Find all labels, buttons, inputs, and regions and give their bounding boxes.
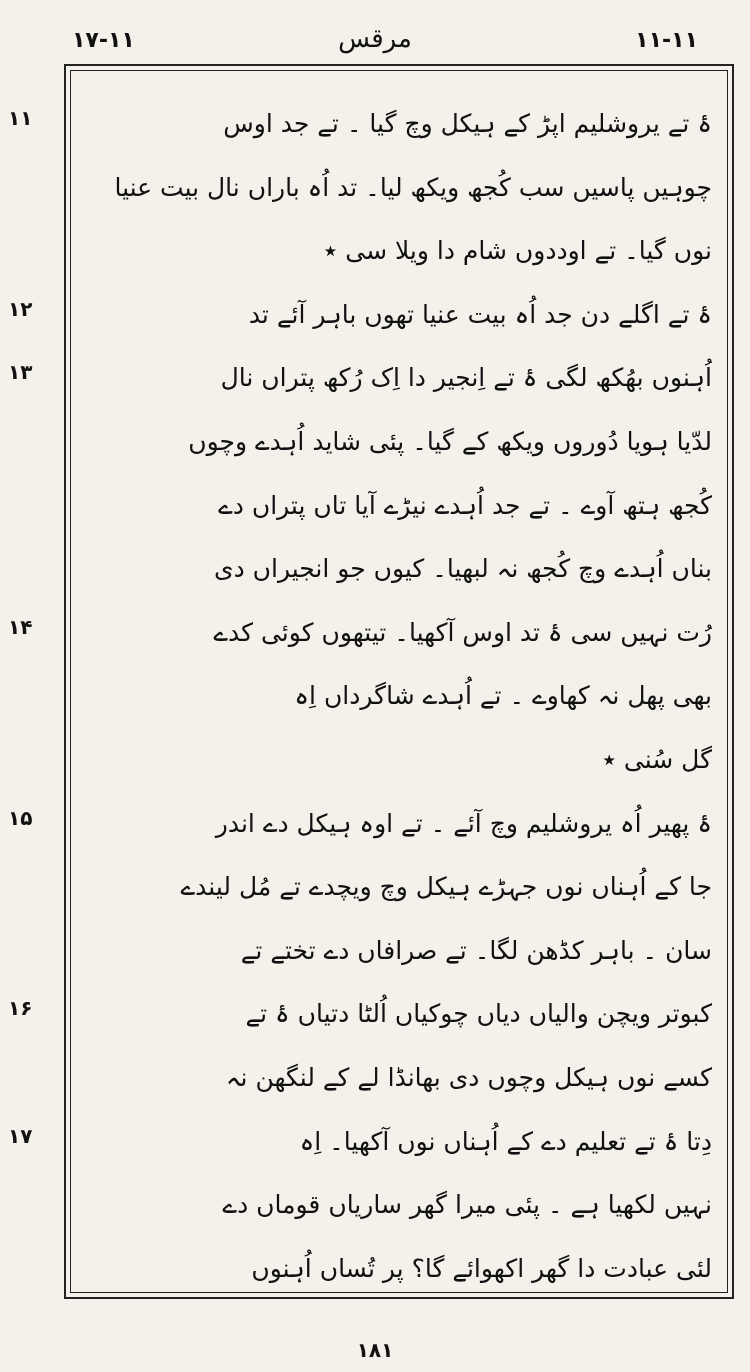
text-line: گل سُنی ٭ bbox=[602, 744, 712, 774]
text-line: ۂ پھیر اُہ یروشلیم وچ آئے ۔ تے اوہ ہیکل دے اندر bbox=[215, 808, 712, 838]
verse-number: ۱۷ bbox=[8, 1123, 33, 1148]
text-line: دِتا ۂ تے تعلیم دے کے اُہناں نوں آکھیا۔ اِہ bbox=[299, 1126, 712, 1156]
text-line: کسے نوں ہیکل وچوں دی بھانڈا لے کے لنگھن نہ bbox=[225, 1062, 712, 1092]
text-line: ۂ تے اگلے دن جد اُہ بیت عنیا تھوں باہر آئے تد bbox=[248, 299, 712, 329]
text-line: کبوتر ویچن والیاں دیاں چوکیاں اُلٹا دتیاں ۂ تے bbox=[245, 999, 712, 1029]
running-header bbox=[0, 22, 750, 62]
text-line: نوں گیا۔ تے اوددوں شام دا ویلا سی ٭ bbox=[323, 236, 712, 266]
page-number: ۱۸۱ bbox=[356, 1338, 394, 1362]
text-line: جا کے اُہناں نوں جہڑے ہیکل وچ ویچدے تے مُل لیندے bbox=[180, 872, 712, 902]
text-line: بناں اُہدے وچ کُجھ نہ لبھیا۔ کیوں جو انجیراں دی bbox=[214, 554, 712, 584]
text-line: لئی عبادت دا گھر اکھوائے گا؟ پر تُساں اُہنوں bbox=[251, 1253, 712, 1283]
text-line: نہیں لکھیا ہے ۔ پئی میرا گھر ساریاں قوماں دے bbox=[222, 1190, 712, 1220]
verse-number: ۱۲ bbox=[8, 296, 33, 321]
text-line: اُہنوں بھُکھ لگی ۂ تے اِنجیر دا اِک رُکھ پتراں نال bbox=[220, 363, 712, 393]
verse-number: ۱۵ bbox=[8, 805, 33, 830]
verse-text-block bbox=[88, 92, 712, 1300]
text-line: رُت نہیں سی ۂ تد اوس آکھیا۔ تیتھوں کوئی کدے bbox=[213, 617, 712, 647]
text-line: ۂ تے یروشلیم اپڑ کے ہیکل وچ گیا ۔ تے جد اوس bbox=[223, 109, 712, 138]
text-line: بھی پھل نہ کھاوے ۔ تے اُہدے شاگرداں اِہ bbox=[294, 681, 712, 711]
text-line: کُجھ ہتھ آوے ۔ تے جد اُہدے نیڑے آیا تاں پتراں دے bbox=[218, 490, 712, 520]
book-title: مرقس bbox=[338, 24, 412, 54]
header-reference-start: ۱۱-۱۱ bbox=[635, 28, 698, 53]
text-line: سان ۔ باہر کڈھن لگا۔ تے صرافاں دے تختے تے bbox=[240, 935, 712, 965]
text-line: لدّیا ہویا دُوروں ویکھ کے گیا۔ پئی شاید اُہدے وچوں bbox=[188, 426, 712, 456]
header-reference-end: ۱۷-۱۱ bbox=[72, 28, 135, 53]
text-line: چوہیں پاسیں سب کُجھ ویکھ لیا۔ تد اُہ باراں نال بیت عنیا bbox=[114, 172, 712, 202]
verse-number: ۱۱ bbox=[8, 106, 33, 130]
verse-number: ۱۶ bbox=[8, 996, 33, 1021]
verse-number: ۱۴ bbox=[8, 614, 33, 639]
verse-number: ۱۳ bbox=[8, 360, 33, 385]
